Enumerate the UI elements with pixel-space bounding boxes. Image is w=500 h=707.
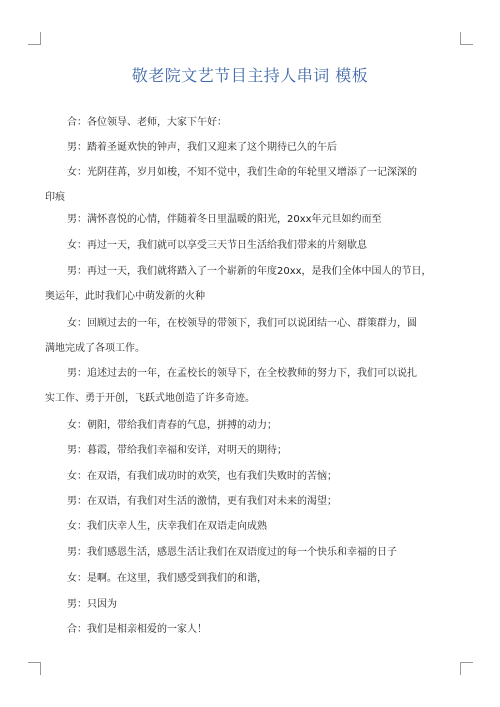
text-line: 男：追述过去的一年，在孟校长的领导下，在全校教师的努力下，我们可以说扎 [67,368,417,379]
text-line: 女：光阴荏苒，岁月如梭，不知不觉中，我们生命的年轮里又增添了一记深深的 [67,167,417,178]
text-line: 女：再过一天，我们就可以享受三天节日生活给我们带来的片刻歇息 [67,240,367,251]
text-line: 女：朝阳，带给我们青春的气息，拼搏的动力； [67,420,277,431]
corner-mark-top-right [460,32,473,45]
text-line: 女：是啊。在这里，我们感受到我们的和谐， [67,573,267,584]
text-line: 男：踏着圣诞欢快的钟声，我们又迎来了这个期待已久的午后 [67,142,337,153]
text-line: 印痕 [45,192,65,203]
text-line: 女：我们庆幸人生，庆幸我们在双语走向成熟 [67,521,267,532]
corner-mark-top-left [28,32,41,45]
text-line: 奥运年，此时我们心中萌发新的火种 [45,291,205,302]
text-line: 女：在双语，有我们成功时的欢笑，也有我们失败时的苦恼； [67,471,337,482]
text-line: 女：回顾过去的一年，在校领导的带领下，我们可以说团结一心、群策群力，圆 [67,318,417,329]
corner-mark-bottom-right [460,662,473,675]
document-title: 敬老院文艺节目主持人串词 模板 [131,66,369,85]
text-line: 男：再过一天，我们就将踏入了一个崭新的年度20xx，是我们全体中国人的节日， [67,266,432,277]
text-line: 满地完成了各项工作。 [45,343,145,354]
text-line: 实工作、勇于开创，飞跃式地创造了许多奇迹。 [45,393,255,404]
corner-mark-bottom-left [28,662,41,675]
text-line: 合：各位领导、老师，大家下午好： [67,117,227,128]
text-line: 男：在双语，有我们对生活的激情，更有我们对未来的渴望； [67,496,337,507]
text-line: 男：只因为 [67,599,117,610]
text-line: 男：我们感恩生活，感恩生活让我们在双语度过的每一个快乐和幸福的日子 [67,547,397,558]
text-line: 男：满怀喜悦的心情，伴随着冬日里温暖的阳光，20xx年元旦如约而至 [67,214,382,225]
text-line: 合：我们是相亲相爱的一家人！ [67,624,207,635]
text-line: 男：暮霞，带给我们幸福和安详，对明天的期待； [67,445,287,456]
